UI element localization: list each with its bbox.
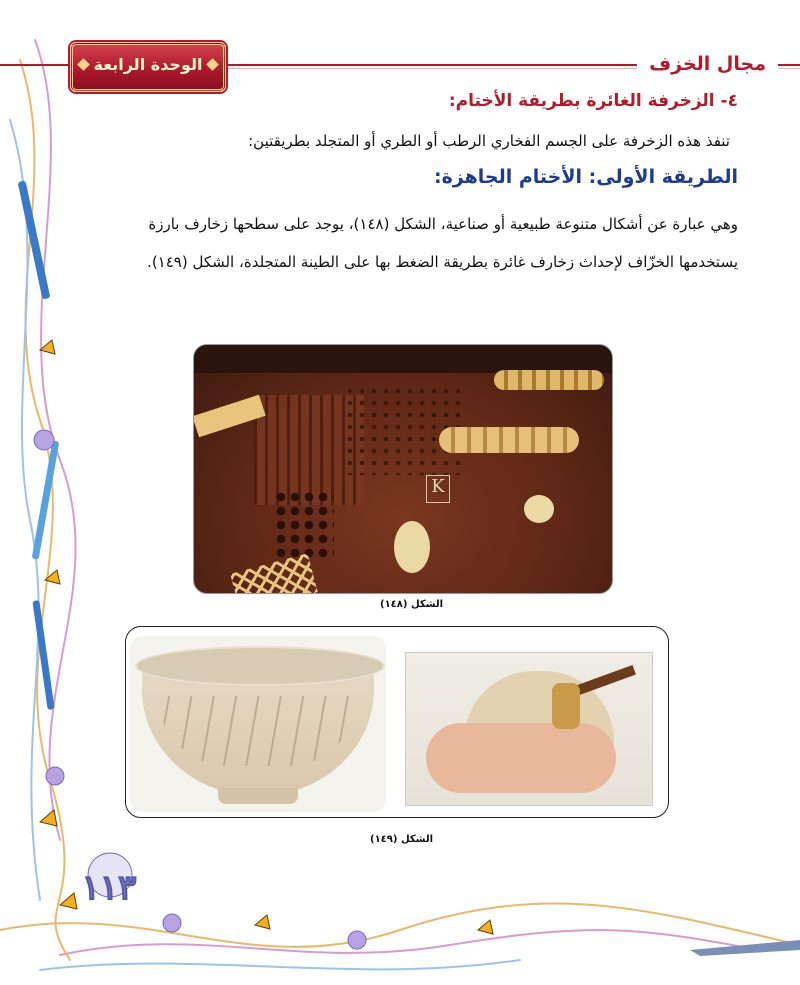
letter-stamp: K bbox=[426, 475, 450, 503]
paragraph-line: وهي عبارة عن أشكال متنوعة طبيعية أو صناعية، الشكل (١٤٨)، يوجد على سطحها زخارف بارزة bbox=[148, 215, 738, 233]
bowl-rim bbox=[135, 646, 385, 686]
face-stamp bbox=[394, 521, 430, 573]
roller-handle bbox=[576, 665, 636, 695]
bowl-foot bbox=[218, 788, 298, 804]
hand bbox=[426, 723, 616, 793]
unit-badge bbox=[70, 42, 226, 92]
figure-148-photo bbox=[193, 344, 613, 594]
figure-149-caption: الشكل (١٤٩) bbox=[370, 834, 434, 845]
shell-stamp bbox=[524, 495, 554, 523]
dark-clay-edge bbox=[194, 345, 612, 373]
brush-icon bbox=[690, 940, 800, 956]
figure-148-caption: الشكل (١٤٨) bbox=[380, 599, 444, 610]
roller-stamp bbox=[439, 427, 579, 453]
stamp-impression bbox=[274, 490, 334, 560]
page-number: ١١٣ bbox=[81, 868, 137, 908]
roller-stamp bbox=[494, 370, 604, 390]
section-heading: ٤- الزخرفة الغائرة بطريقة الأختام: bbox=[448, 91, 738, 111]
paragraph-line: يستخدمها الخزّاف لإحداث زخارف غائرة بطريقة الضغط بها على الطينة المتجلدة، الشكل (١٤٩). bbox=[147, 253, 738, 271]
unit-badge-label: الوحدة الرابعة bbox=[93, 55, 203, 74]
body-paragraph bbox=[78, 205, 738, 281]
intro-paragraph: تنفذ هذه الزخرفة على الجسم الفخاري الرطب أو الطري أو المتجلد بطريقتين: bbox=[248, 132, 730, 150]
figure-149-bowl-photo bbox=[130, 636, 386, 812]
roller-stamp bbox=[552, 683, 580, 729]
figure-149-roller-photo bbox=[405, 652, 653, 806]
method-heading: الطريقة الأولى: الأختام الجاهزة: bbox=[433, 166, 738, 188]
domain-title: مجال الخزف bbox=[637, 46, 778, 82]
